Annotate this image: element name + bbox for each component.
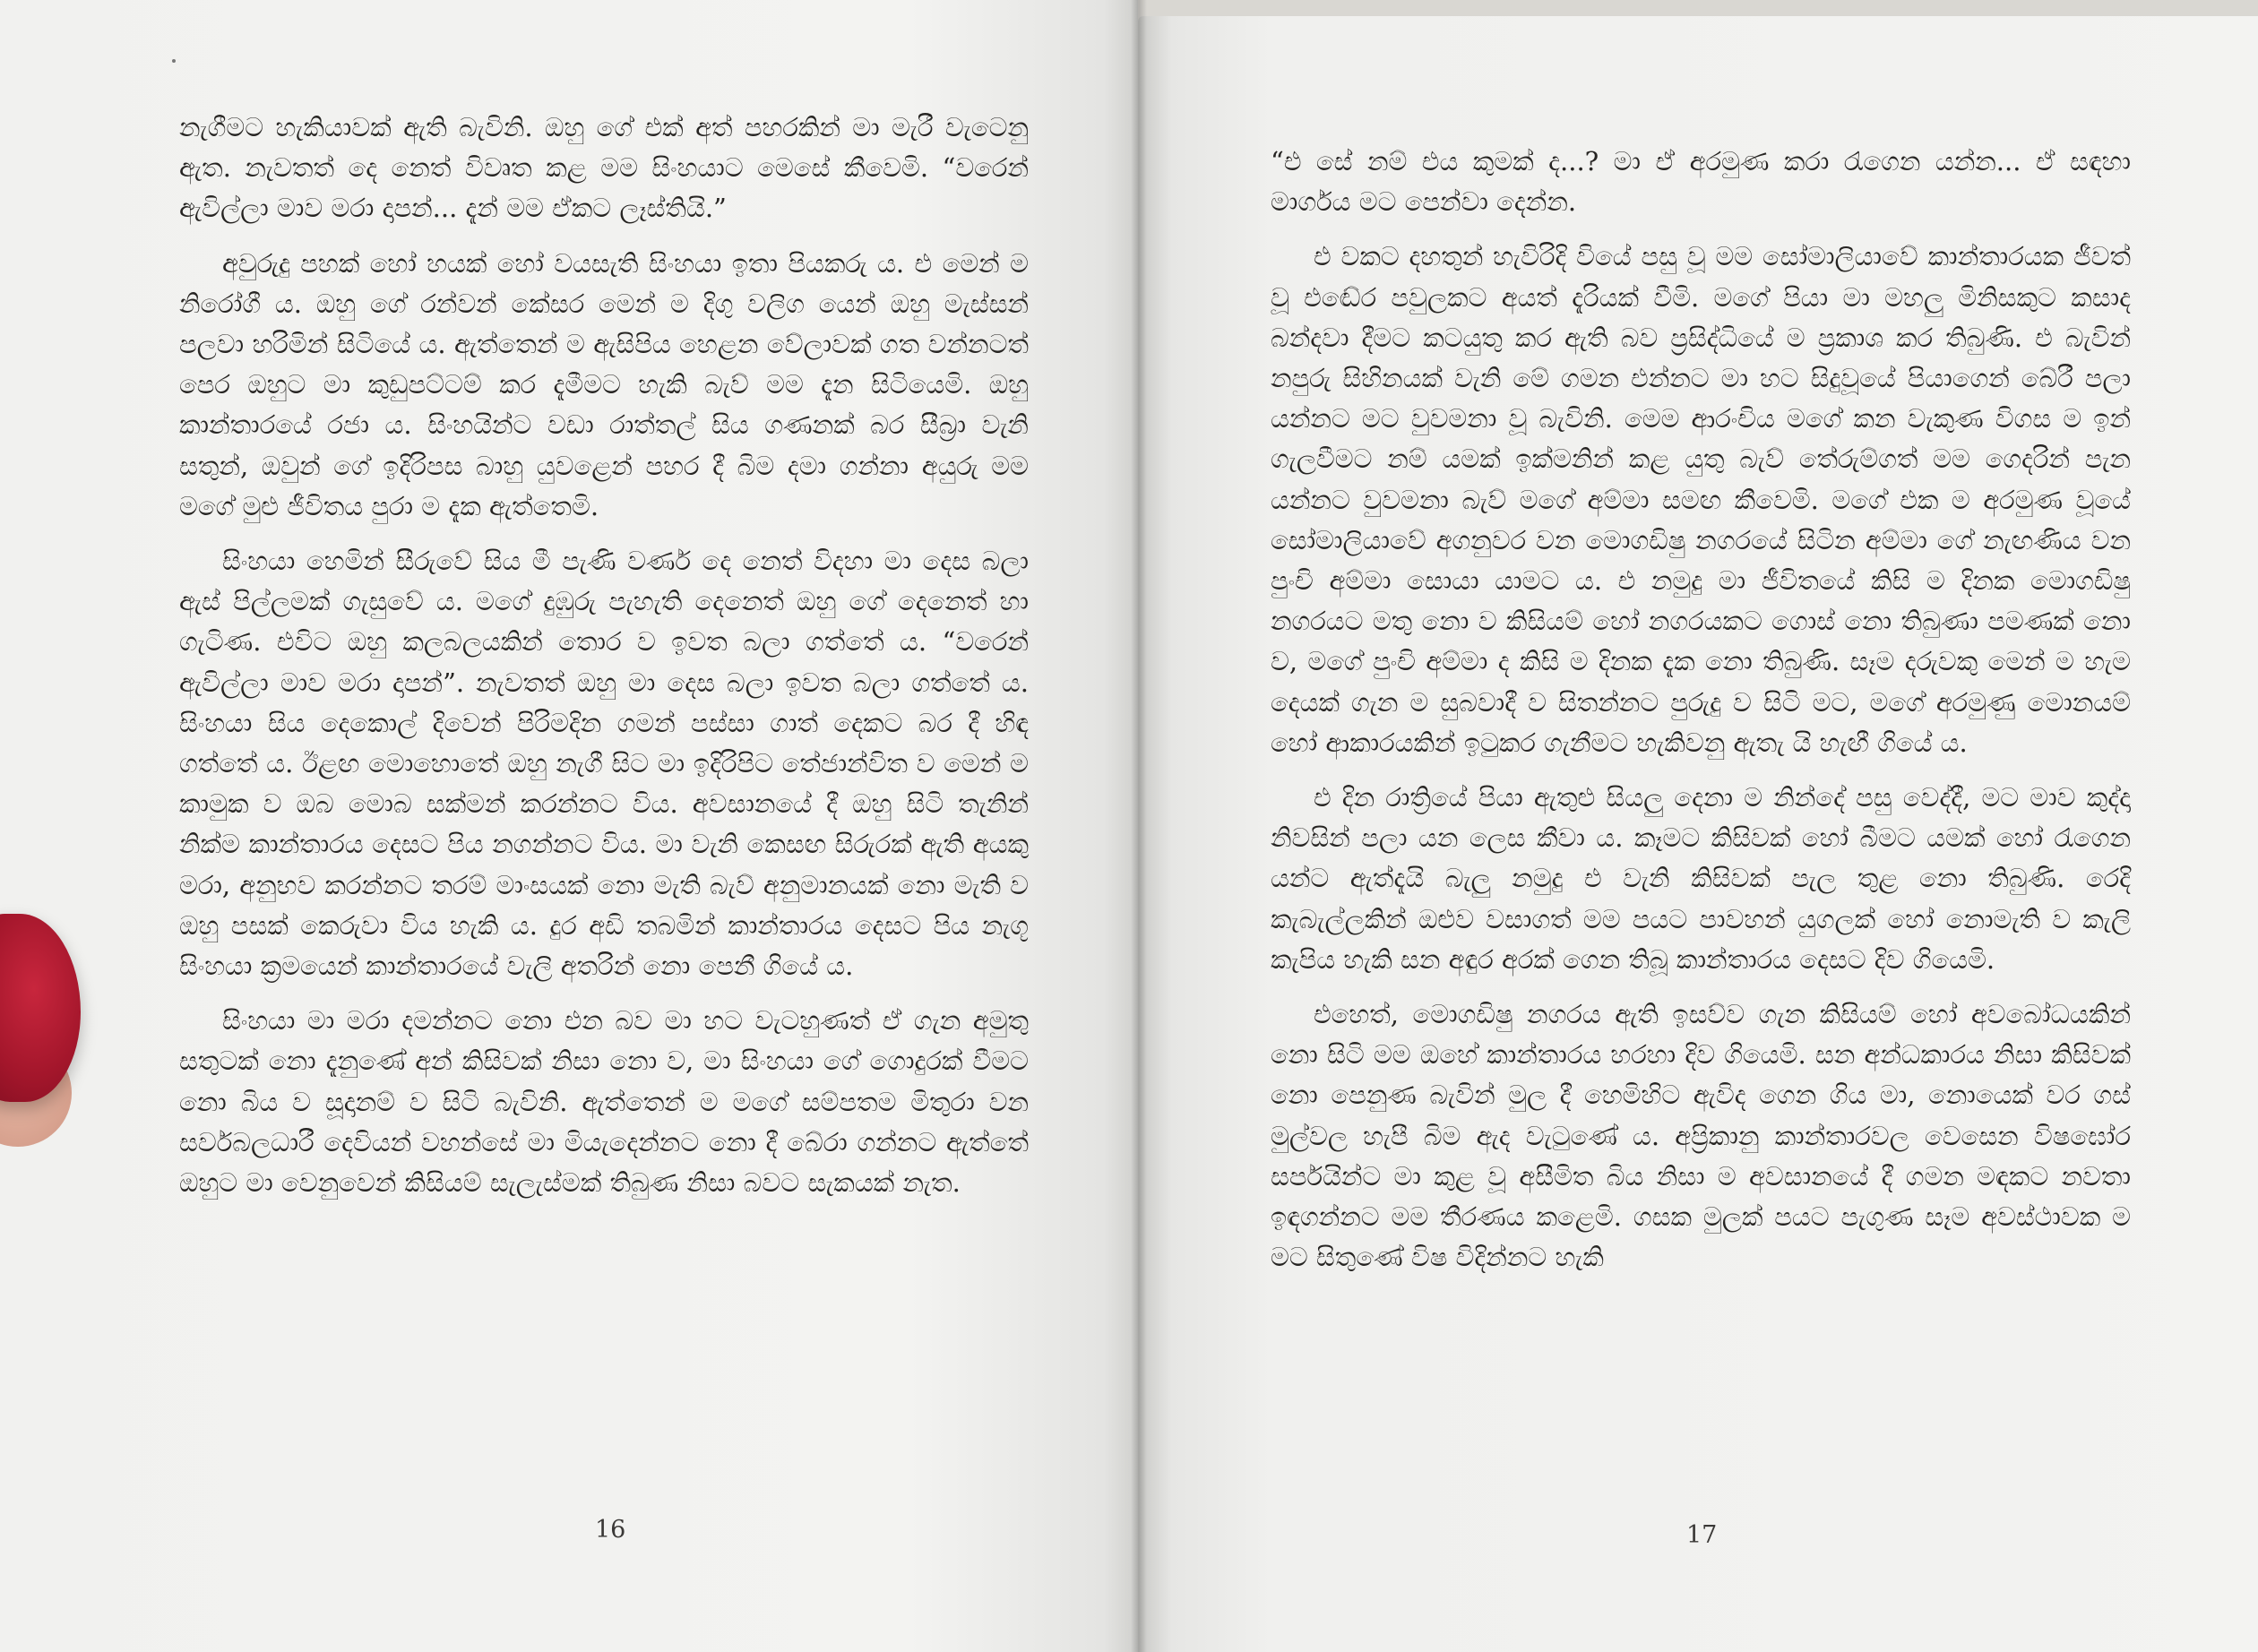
left-paragraph: නැගීමට හැකියාවක් ඇති බැවිනි. ඔහු ගේ එක් අත් පහරකින් මා මැරී වැටෙනු ඇත. නැවතත් දෙ නෙත් විවෘත කළ මම සිංහයාට මෙසේ කීවෙමි. “වරෙන් ඇවිල්ලා මාව මරා දාපන්... දැන් මම ඒකට ලෑස්තියි.” — [179, 112, 1029, 224]
book-gutter-shadow — [1131, 0, 1147, 1652]
right-paragraph: එ වකට දහතුන් හැවිරිදි වියේ පසු වූ මම සෝමාලියාවේ කාන්තාරයක ජීවත් වූ එඬේර පවුලකට අයත් දැරියක් වීමි. මගේ පියා මා මහලු මිනිසකුට කසාද බන්දවා දීමට කටයුතු කර ඇති බව ප්‍රසිද්ධියේ ම ප්‍රකාශ කර තිබුණි. එ බැවින් නපුරු සිහිනයක් වැනි මේ ගමන එන්නට මා හට සිදුවූයේ පියාගෙන් බේරී පලා යන්නට මට වුවමනා වූ බැවිනි. මෙම ආරංචිය මගේ කන වැකුණ විගස ම ඉන් ගැලවීමට නම් යමක් ඉක්මනින් කළ යුතු බැව් තේරුම්ගත් මම ගෙදරින් පැන යන්නට වුවමනා බැව් මගේ අම්මා සමඟ කීවෙමි. මගේ එක ම අරමුණ වූයේ සෝමාලියාවේ අගනුවර වන මොගඩිෂු නගරයේ සිටින අම්මා ගේ නැඟණිය වන පුංචි අම්මා සොයා යාමට ය. එ නමුදු මා ජීවිතයේ කිසි ම දිනක මොගඩිෂු නගරයට මතු නො ව කිසියම් හෝ නගරයකට ගොස් නො තිබුණා පමණක් නො ව, මගේ පුංචි අම්මා ද කිසි ම දිනක දැක නො තිබුණි. සෑම දරුවකු මෙන් ම හැම දෙයක් ගැන ම සුබවාදී ව සිතන්නට පුරුදු ව සිටි මට, මගේ අරමුණු මොනයම් හෝ ආකාරයකින් ඉටුකර ගැනීමට හැකිවනු ඇතැ යි හැඟී ගියේ ය. — [1271, 241, 2132, 758]
right-paragraph: එහෙත්, මොගඩිෂු නගරය ඇති ඉසව්ව ගැන කිසියම් හෝ අවබෝධයකින් නො සිටි මම ඔහේ කාන්තාරය හරහා දිව ගියෙමි. සන අන්ධකාරය නිසා කිසිවක් නො පෙනුණ බැවින් මුල දී හෙමිහිට ඇවිද ගෙන ගිය මා, නොයෙක් වර ගස් මුල්වල හැපී බිම ඇද වැටුණේ ය. අප්‍රිකානු කාන්තාරවල වෙසෙන විෂඝෝර සර්පයින්ට මා කුළ වූ අසීමිත බිය නිසා ම අවසානයේ දී ගමන මඳකට නවතා ඉඳගන්නට මම තීරණය කළෙමි. ගසක මුලක් පයට පැගුණ සෑම අවස්ථාවක ම මට සිතුණේ විෂ විදින්නට හැකි — [1271, 999, 2131, 1273]
left-paragraph: සිංහයා හෙමින් සීරුවේ සිය මී පැණි වර්ණ දෙ නෙත් විදහා මා දෙස බලා ඇස් පිල්ලමක් ගැසුවේ ය. මගේ දුඹුරු පැහැති දෙනෙත් ඔහු ගේ දෙනෙත් හා ගැටිණ. එවිට ඔහු කලබලයකින් තොර ව ඉවත බලා ගත්තේ ය. “වරෙන් ඇවිල්ලා මාව මරා දාපන්”. නැවතත් ඔහු මා දෙස බලා ඉවත බලා ගත්තේ ය. සිංහයා සිය දෙකොල් දිවෙන් පිරිමදින ගමන් පස්සා ගාත් දෙකට බර දී හිඳ ගත්තේ ය. ඊළඟ මොහොතේ ඔහු නැගී සිට මා ඉදිරිපිට තේජාන්විත ව මෙන් ම කාමුක ව ඔබ මොබ සක්මන් කරන්නට විය. අවසානයේ දී ඔහු සිටි තැනින් නික්ම කාන්තාරය දෙසට පිය නගන්නට විය. මා වැනි කෙසඟ සිරුරක් ඇති අයකු මරා, අනුභව කරන්නට තරම් මාංසයක් නො මැති බැව් අනුමානයක් නො මැති ව ඔහු පසක් කෙරුවා විය හැකි ය. දුර අඩි තබමින් කාන්තාරය දෙසට පිය නැගූ සිංහයා ක්‍රමයෙන් කාන්තාරයේ වැලි අතරින් නො පෙනී ගියේ ය. — [179, 546, 1029, 982]
left-page-text — [179, 108, 1029, 1217]
left-paragraph: සිංහයා මා මරා දමන්නට නො එන බව මා හට වැටහුණත් ඒ ගැන අමුතු සතුටක් නො දැනුණේ අන් කිසිවක් නිසා නො ව, මා සිංහයා ගේ ගොදුරක් වීමට නො බිය ව සූදානම් ව සිටි බැවිනි. ඇත්තෙන් ම මගේ සම්පතම මිතුරා වන සර්වබලධාරී දෙවියන් වහන්සේ මා මියැදෙන්නට නො දී බේරා ගන්නට ඇත්තේ ඔහුට මා වෙනුවෙන් කිසියම් සැලැස්මක් තිබුණ නිසා බවට සැකයක් නැත. — [179, 1005, 1029, 1199]
right-page-text — [1271, 142, 2131, 1292]
page-number-left: 16 — [595, 1516, 626, 1544]
right-paragraph: එ දින රාත්‍රියේ පියා ඇතුළු සියලු දෙනා ම නින්දේ පසු වෙද්දී, මට මාව කුද්දා නිවසින් පලා යන ලෙස කීවා ය. කෑමට කිසිවක් හෝ බීමට යමක් හෝ රැගෙන යන්ට ඇත්දැයි බැලු නමුදු එ වැනි කිසිවක් පැල තුළ නො තිබුණි. රෙදි කැබැල්ලකින් ඔළුව වසාගත් මම පයට පාවහන් යුගලක් හෝ නොමැති ව කැලි කැපිය හැකි සන අඳුර අරක් ගෙන තිබූ කාන්තාරය දෙසට දිව ගියෙමි. — [1271, 782, 2131, 975]
right-paragraph: “එ සේ නම් එය කුමක් ද...? මා ඒ අරමුණ කරා රැගෙන යන්න... ඒ සඳහා මාර්ගය මට පෙන්වා දෙන්න. — [1271, 146, 2131, 218]
page-number-right: 17 — [1686, 1521, 1718, 1549]
paper-speck — [172, 59, 176, 63]
left-paragraph: අවුරුදු පහක් හෝ හයක් හෝ වයසැති සිංහයා ඉතා පියකරු ය. එ මෙන් ම නිරෝගී ය. ඔහු ගේ රන්වන් කේසර මෙන් ම දිගු වලිග යෙන් ඔහු මැස්සන් පලවා හරිමින් සිටියේ ය. ඇත්තෙන් ම ඇසිපිය හෙළන වේලාවක් ගත වන්නටත් පෙර ඔහුට මා කුඩුපට්ටම් කර දැමීමට හැකි බැව් මම දැන සිටියෙමි. ඔහු කාන්තාරයේ රජා ය. සිංහයින්ට වඩා රාත්තල් සිය ගණනක් බර සීබ්‍රා වැනි සතුන්, ඔවුන් ගේ ඉදිරිපස බාහු යුවළෙන් පහර දී බිම දමා ගන්නා අයුරු මම මගේ මුළු ජීවිතය පුරා ම දැක ඇත්තෙමි. — [179, 247, 1029, 521]
right-page — [1138, 16, 2258, 1652]
